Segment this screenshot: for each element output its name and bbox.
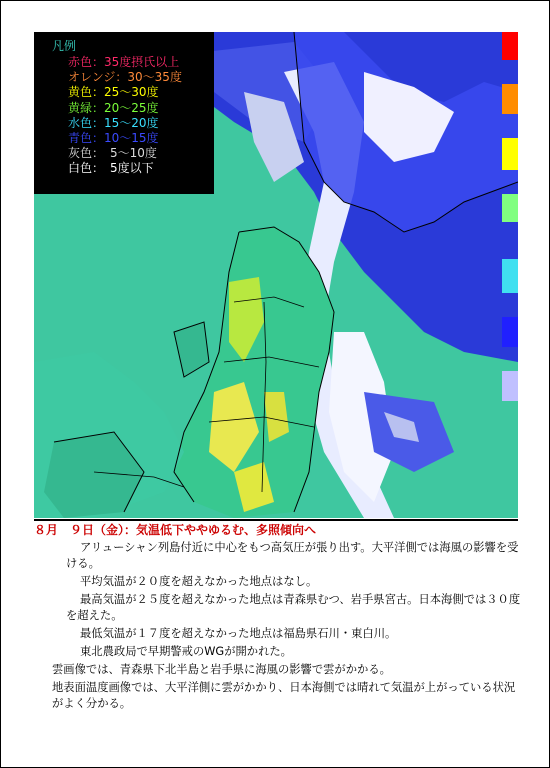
scale-segment (502, 32, 518, 60)
scale-segment (502, 194, 518, 222)
paragraph: 最高気温が２５度を超えなかった地点は青森県むつ、岩手県宮古。日本海側では３０度を超えた。 (66, 593, 521, 622)
legend-items (52, 55, 214, 177)
legend-title: 凡例 (52, 39, 77, 53)
scale-segment (502, 317, 518, 347)
paragraph: 雲画像では、青森県下北半島と岩手県に海風の影響で雲がかかる。 (52, 663, 391, 676)
legend-item: 黄緑：20～25度 (68, 100, 159, 115)
paragraph: 東北農政局で早期警戒のWGが開かれた。 (80, 645, 292, 658)
scale-segment (502, 138, 518, 170)
scale-segment (502, 84, 518, 114)
date-caption: ８月 ９日（金）：気温低下ややゆるむ、多照傾向へ (34, 523, 317, 537)
legend-item: 灰色： 5～10度 (68, 146, 157, 161)
map-legend (34, 32, 214, 194)
paragraph: 平均気温が２０度を超えなかった地点はなし。 (80, 575, 318, 588)
scale-segment (502, 259, 518, 293)
paragraph: 最低気温が１７度を超えなかった地点は福島県石川・東白川。 (80, 627, 397, 640)
legend-item: 水色：15～20度 (68, 115, 159, 130)
legend-item: オレンジ：30～35度 (68, 70, 182, 85)
paragraph: 地表面温度画像では、大平洋側に雲がかかり、日本海側では晴れて気温が上がっている状況がよく分かる。 (52, 681, 516, 710)
legend-item: 白色： 5度以下 (68, 161, 154, 176)
color-scale-bar (502, 32, 518, 377)
legend-item: 赤色：35度摂氏以上 (68, 55, 180, 69)
description-text (52, 540, 522, 714)
legend-item: 黄色：25～30度 (68, 85, 159, 100)
paragraph: アリューシャン列島付近に中心をもつ高気圧が張り出す。大平洋側では海風の影響を受ける。 (66, 541, 519, 570)
scale-segment (502, 371, 518, 401)
legend-item: 青色：10～15度 (68, 131, 159, 146)
